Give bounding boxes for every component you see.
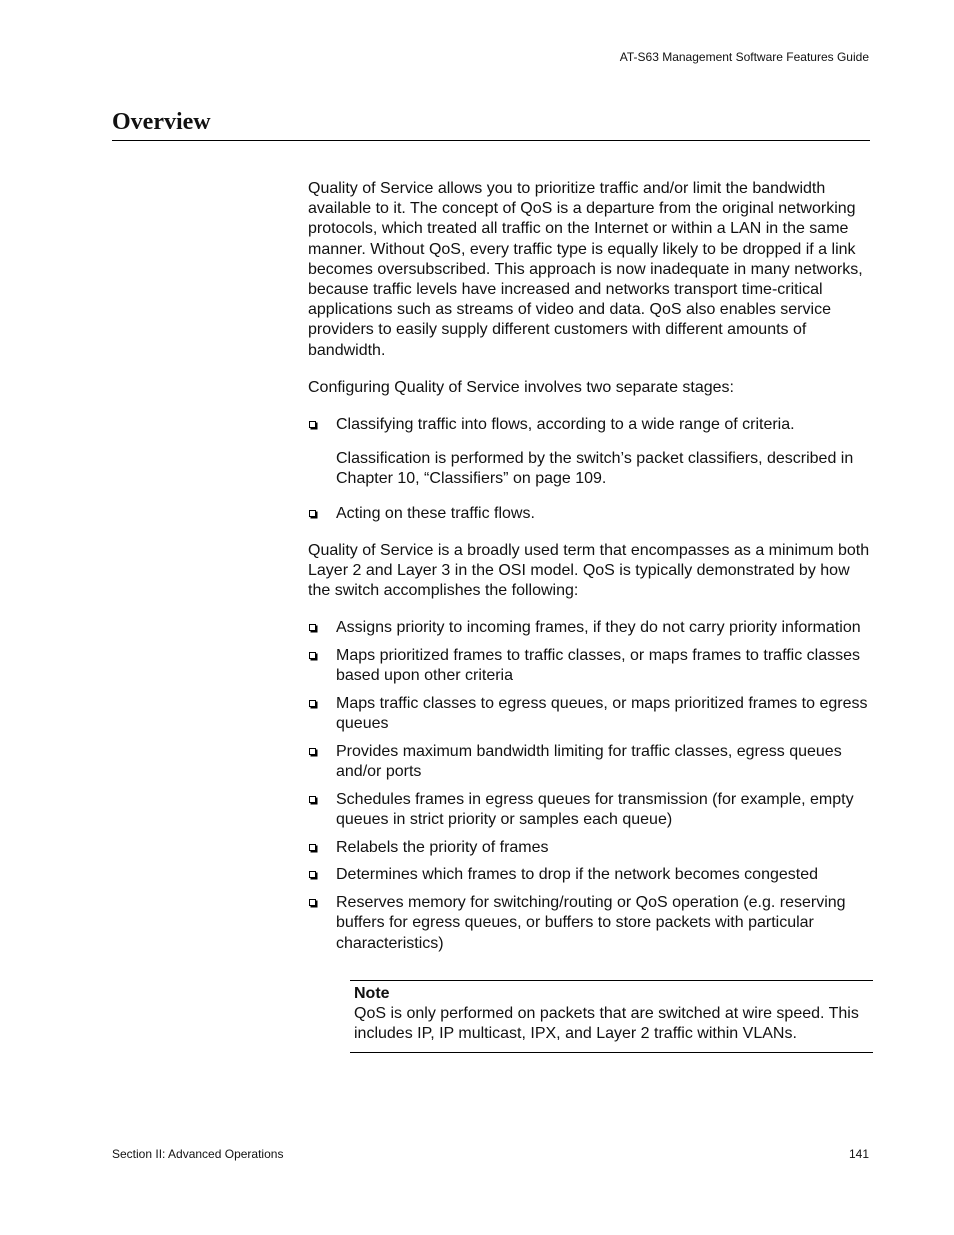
list-item-text: Maps traffic classes to egress queues, or maps prioritized frames to egress queues (336, 695, 868, 733)
section-title: Overview (112, 109, 211, 135)
list-item-text: Acting on these traffic flows. (336, 504, 535, 522)
page-number: 141 (848, 1147, 869, 1161)
checkbox-bullet-icon (309, 624, 316, 631)
checkbox-bullet-icon (309, 796, 316, 803)
running-header: AT-S63 Management Software Features Guide (619, 50, 869, 64)
list-item (308, 790, 873, 830)
checkbox-bullet-icon (309, 510, 316, 517)
note-box (350, 980, 873, 1054)
title-rule (112, 140, 870, 141)
intro-paragraph: Quality of Service allows you to prioritize traffic and/or limit the bandwidth available to it. The concept of QoS is a departure from the original networking protocols, which treated all traffic on the Internet or within a LAN in the same manner. Without QoS, every traffic type is equally likely to be dropped if a link becomes oversubscribed. This approach is now inadequate in many networks, because traffic levels have increased and networks transport time-critical applications such as streams of video and data. QoS also enables service providers to easily supply different customers with different amounts of bandwidth. (308, 180, 863, 359)
checkbox-bullet-icon (309, 652, 316, 659)
checkbox-bullet-icon (309, 748, 316, 755)
list-item-text: Determines which frames to drop if the network becomes congested (336, 866, 819, 884)
list-item (308, 694, 873, 734)
list-item-text: Provides maximum bandwidth limiting for traffic classes, egress queues and/or ports (336, 742, 842, 781)
checkbox-bullet-icon (309, 844, 316, 851)
list-item (308, 865, 873, 885)
list-item-detail: Classification is performed by the switch’s packet classifiers, described in Chapter 10, “Classifiers” on page 109. (336, 450, 854, 488)
scope-intro-paragraph: Quality of Service is a broadly used term that encompasses as a minimum both Layer 2 and Layer 3 in the OSI model. QoS is typically demonstrated by how the switch accomplishes the following: (308, 541, 870, 600)
list-item (308, 504, 873, 524)
stages-intro-paragraph: Configuring Quality of Service involves two separate stages: (308, 378, 734, 396)
note-label: Note (354, 984, 390, 1002)
list-item-text: Reserves memory for switching/routing or QoS operation (e.g. reserving buffers for egress queues, or buffers to store packets with particular characteristics) (336, 894, 846, 952)
list-item (308, 415, 873, 490)
list-item-text: Classifying traffic into flows, according to a wide range of criteria. (336, 416, 795, 434)
list-item-text: Schedules frames in egress queues for transmission (for example, empty queues in strict priority or samples each queue) (336, 790, 854, 829)
list-item (308, 893, 873, 954)
list-item (308, 742, 873, 782)
capabilities-list (308, 618, 873, 953)
checkbox-bullet-icon (309, 700, 316, 707)
checkbox-bullet-icon (309, 871, 316, 878)
list-item-text: Maps prioritized frames to traffic classes, or maps frames to traffic classes based upon other criteria (336, 647, 861, 685)
list-item (308, 618, 873, 638)
stages-list (308, 415, 873, 524)
body-column (308, 179, 873, 1053)
footer-section-label: Section II: Advanced Operations (112, 1147, 284, 1161)
list-item-text: Assigns priority to incoming frames, if they do not carry priority information (336, 619, 861, 637)
list-item (308, 646, 873, 686)
list-item (308, 838, 873, 858)
list-item-text: Relabels the priority of frames (336, 838, 549, 856)
checkbox-bullet-icon (309, 421, 316, 428)
checkbox-bullet-icon (309, 899, 316, 906)
note-text: QoS is only performed on packets that are switched at wire speed. This includes IP, IP multicast, IPX, and Layer 2 traffic within VLANs. (354, 1005, 859, 1043)
